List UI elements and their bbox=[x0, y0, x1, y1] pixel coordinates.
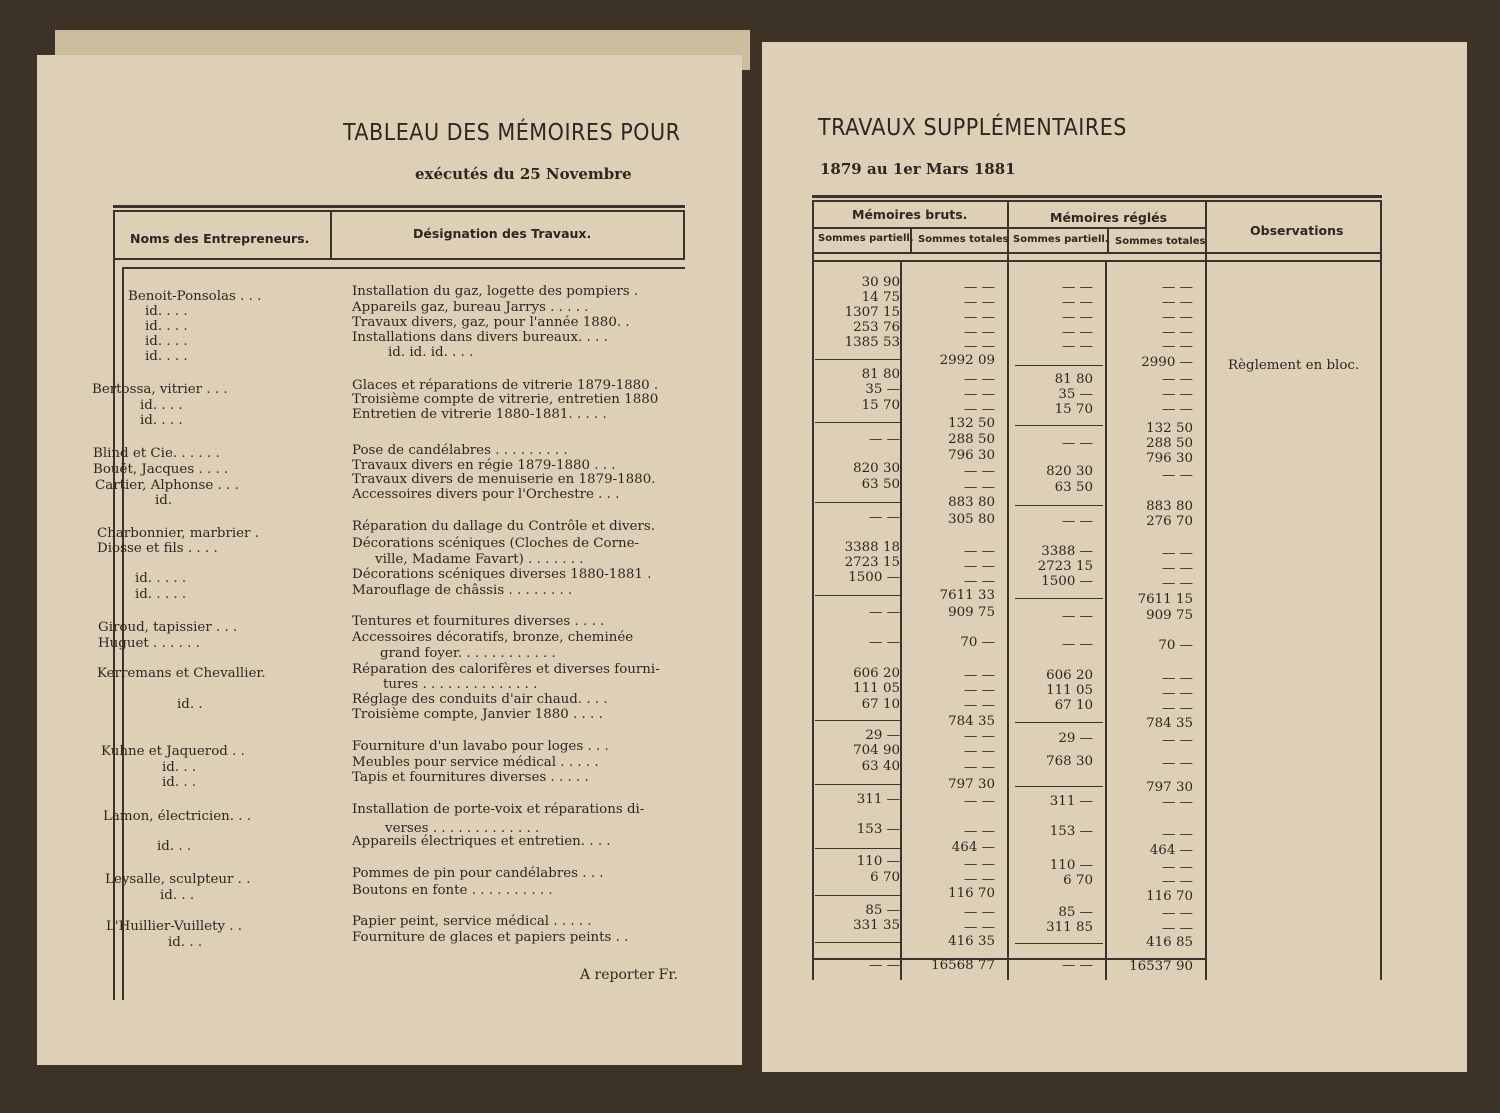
amount-cell: — — bbox=[868, 510, 900, 525]
amount-cell: 63 40 bbox=[861, 759, 900, 774]
amount-cell: — — bbox=[1161, 860, 1193, 875]
amount-cell: 7611 33 bbox=[939, 588, 995, 603]
amount-cell: — — bbox=[1061, 295, 1093, 310]
amount-cell: 288 50 bbox=[1146, 436, 1193, 451]
amount-cell: — — bbox=[1061, 339, 1093, 354]
right-col-div-d bbox=[1205, 200, 1207, 980]
amount-cell: 70 — bbox=[1158, 638, 1193, 653]
amount-cell: — — bbox=[963, 295, 995, 310]
amount-cell: 784 35 bbox=[948, 714, 995, 729]
entrepreneur-name: Giroud, tapissier . . . bbox=[98, 620, 238, 635]
entrepreneur-name: Bouët, Jacques . . . . bbox=[93, 462, 229, 477]
amount-cell: — — bbox=[963, 698, 995, 713]
travaux-designation: Réparation du dallage du Contrôle et divers. bbox=[352, 519, 655, 534]
amount-cell: — — bbox=[868, 432, 900, 447]
amount-cell: — — bbox=[1161, 671, 1193, 686]
amount-cell: 2723 15 bbox=[1037, 559, 1093, 574]
amount-cell: — — bbox=[1161, 402, 1193, 417]
right-border-right bbox=[1380, 200, 1382, 980]
left-title: TABLEAU DES MÉMOIRES POUR bbox=[343, 120, 681, 146]
amount-cell: 16568 77 bbox=[931, 958, 995, 973]
amount-cell: 784 35 bbox=[1146, 716, 1193, 731]
travaux-designation: Réparation des calorifères et diverses fourni- bbox=[352, 662, 660, 677]
amount-cell: — — bbox=[1161, 372, 1193, 387]
sep bbox=[815, 502, 900, 503]
sep bbox=[815, 595, 900, 596]
amount-cell: 6 70 bbox=[870, 870, 900, 885]
amount-cell: 30 90 bbox=[861, 275, 900, 290]
amount-cell: — — bbox=[963, 280, 995, 295]
entrepreneur-name: Huguet . . . . . . bbox=[98, 636, 200, 651]
amount-cell: 2992 09 bbox=[939, 353, 995, 368]
amount-cell: — — bbox=[1161, 310, 1193, 325]
amount-cell: — — bbox=[1161, 576, 1193, 591]
amount-cell: — — bbox=[1161, 701, 1193, 716]
amount-cell: 63 50 bbox=[1054, 480, 1093, 495]
amount-cell: 311 — bbox=[856, 792, 900, 807]
amount-cell: 153 — bbox=[1049, 824, 1093, 839]
right-top-rule bbox=[812, 195, 1382, 198]
travaux-designation: verses . . . . . . . . . . . . . bbox=[385, 821, 540, 836]
amount-cell: 70 — bbox=[960, 635, 995, 650]
right-header-rule bbox=[812, 252, 1382, 254]
amount-cell: 606 20 bbox=[1046, 668, 1093, 683]
amount-cell: 111 05 bbox=[853, 681, 900, 696]
amount-cell: 14 75 bbox=[861, 290, 900, 305]
amount-cell: 909 75 bbox=[1146, 608, 1193, 623]
amount-cell: — — bbox=[963, 872, 995, 887]
entrepreneur-name: id. . . . . bbox=[135, 571, 187, 586]
amount-cell: — — bbox=[1161, 339, 1193, 354]
sep bbox=[1015, 365, 1103, 366]
amount-cell: 2990 — bbox=[1141, 355, 1193, 370]
amount-cell: 29 — bbox=[865, 728, 900, 743]
entrepreneur-name: id. . . bbox=[160, 888, 195, 903]
entrepreneur-name: id. . . bbox=[168, 935, 203, 950]
amount-cell: — — bbox=[963, 729, 995, 744]
amount-cell: — — bbox=[963, 310, 995, 325]
travaux-designation: Installation de porte-voix et réparations di- bbox=[352, 802, 645, 817]
sep bbox=[815, 784, 900, 785]
sep bbox=[815, 359, 900, 360]
entrepreneur-name: L'Huillier-Vuillety . . bbox=[106, 919, 243, 934]
amount-cell: 1385 53 bbox=[844, 335, 900, 350]
amount-cell: 16537 90 bbox=[1129, 959, 1193, 974]
amount-cell: 820 30 bbox=[853, 461, 900, 476]
header-totales-2: Sommes totales bbox=[1115, 236, 1206, 247]
amount-cell: 311 — bbox=[1049, 794, 1093, 809]
amount-cell: 1500 — bbox=[848, 570, 900, 585]
amount-cell: — — bbox=[1061, 958, 1093, 973]
travaux-designation: Pose de candélabres . . . . . . . . . bbox=[352, 443, 568, 458]
amount-cell: — — bbox=[963, 544, 995, 559]
entrepreneur-name: id. . . . bbox=[140, 398, 183, 413]
travaux-designation: tures . . . . . . . . . . . . . . bbox=[383, 677, 538, 692]
travaux-designation: Tentures et fournitures diverses . . . . bbox=[352, 614, 605, 629]
entrepreneur-name: id. . . bbox=[162, 760, 197, 775]
right-col-div-b bbox=[1007, 200, 1009, 980]
left-top-rule-2 bbox=[113, 210, 685, 212]
amount-cell: 35 — bbox=[1058, 387, 1093, 402]
travaux-designation: Installations dans divers bureaux. . . . bbox=[352, 330, 608, 345]
amount-cell: — — bbox=[1161, 546, 1193, 561]
amount-cell: — — bbox=[868, 635, 900, 650]
amount-cell: 6 70 bbox=[1063, 873, 1093, 888]
amount-cell: — — bbox=[963, 857, 995, 872]
travaux-designation: Appareils gaz, bureau Jarrys . . . . . bbox=[352, 300, 589, 315]
amount-cell: 1500 — bbox=[1041, 574, 1093, 589]
right-subheader-rule bbox=[812, 227, 1207, 229]
amount-cell: — — bbox=[1061, 325, 1093, 340]
amount-cell: — — bbox=[963, 387, 995, 402]
amount-cell: 796 30 bbox=[1146, 451, 1193, 466]
amount-cell: — — bbox=[963, 794, 995, 809]
right-border-left bbox=[812, 200, 814, 980]
amount-cell: 15 70 bbox=[1054, 402, 1093, 417]
amount-cell: — — bbox=[1161, 756, 1193, 771]
sep bbox=[815, 720, 900, 721]
header-regles: Mémoires réglés bbox=[1050, 210, 1168, 225]
entrepreneur-name: id. bbox=[155, 493, 173, 508]
left-border-right bbox=[683, 210, 685, 258]
amount-cell: — — bbox=[963, 760, 995, 775]
amount-cell: 1307 15 bbox=[844, 305, 900, 320]
entrepreneur-name: Lamon, électricien. . . bbox=[103, 809, 252, 824]
travaux-designation: Réglage des conduits d'air chaud. . . . bbox=[352, 692, 608, 707]
header-designation: Désignation des Travaux. bbox=[413, 226, 592, 241]
sep bbox=[815, 848, 900, 849]
amount-cell: — — bbox=[1161, 295, 1193, 310]
amount-cell: 132 50 bbox=[1146, 421, 1193, 436]
amount-cell: 7611 15 bbox=[1137, 592, 1193, 607]
left-top-rule bbox=[113, 205, 685, 208]
entrepreneur-name: id. . . . . bbox=[135, 587, 187, 602]
amount-cell: — — bbox=[963, 574, 995, 589]
header-observations: Observations bbox=[1250, 223, 1344, 238]
amount-cell: 111 05 bbox=[1046, 683, 1093, 698]
entrepreneur-name: id. . bbox=[177, 697, 203, 712]
travaux-designation: Pommes de pin pour candélabres . . . bbox=[352, 866, 604, 881]
amount-cell: — — bbox=[1161, 906, 1193, 921]
amount-cell: — — bbox=[963, 744, 995, 759]
sep bbox=[1015, 786, 1103, 787]
amount-cell: 796 30 bbox=[948, 448, 995, 463]
amount-cell: 116 70 bbox=[1146, 889, 1193, 904]
travaux-designation: Travaux divers, gaz, pour l'année 1880. . bbox=[352, 315, 630, 330]
amount-cell: 15 70 bbox=[861, 398, 900, 413]
header-partiel-2: Sommes partiell. bbox=[1013, 234, 1109, 245]
amount-cell: — — bbox=[1161, 280, 1193, 295]
amount-cell: 883 80 bbox=[1146, 499, 1193, 514]
amount-cell: — — bbox=[1061, 609, 1093, 624]
amount-cell: 85 — bbox=[865, 903, 900, 918]
entrepreneur-name: id. . . . bbox=[145, 334, 188, 349]
travaux-designation: Travaux divers de menuiserie en 1879-1880. bbox=[352, 472, 656, 487]
travaux-designation: Papier peint, service médical . . . . . bbox=[352, 914, 592, 929]
right-subtitle bbox=[820, 160, 1016, 178]
amount-cell: 820 30 bbox=[1046, 464, 1093, 479]
header-bruts: Mémoires bruts. bbox=[852, 207, 968, 222]
amount-cell: — — bbox=[963, 402, 995, 417]
amount-cell: — — bbox=[963, 559, 995, 574]
amount-cell: 768 30 bbox=[1046, 754, 1093, 769]
amount-cell: — — bbox=[963, 683, 995, 698]
amount-cell: — — bbox=[963, 325, 995, 340]
entrepreneur-name: id. . . bbox=[157, 839, 192, 854]
right-top-rule-2 bbox=[812, 200, 1382, 202]
amount-cell: 797 30 bbox=[948, 777, 995, 792]
amount-cell: 311 85 bbox=[1046, 920, 1093, 935]
amount-cell: — — bbox=[1061, 637, 1093, 652]
travaux-designation: Fourniture de glaces et papiers peints . . bbox=[352, 930, 629, 945]
entrepreneur-name: Diosse et fils . . . . bbox=[97, 541, 218, 556]
right-header-rule-2 bbox=[812, 260, 1382, 262]
travaux-designation: Appareils électriques et entretien. . . . bbox=[352, 834, 611, 849]
amount-cell: 2723 15 bbox=[844, 555, 900, 570]
travaux-designation: Troisième compte, Janvier 1880 . . . . bbox=[352, 707, 603, 722]
amount-cell: — — bbox=[963, 339, 995, 354]
sep bbox=[815, 942, 900, 943]
amount-cell: 132 50 bbox=[948, 416, 995, 431]
amount-cell: — — bbox=[963, 905, 995, 920]
travaux-designation: grand foyer. . . . . . . . . . . . bbox=[380, 646, 556, 661]
amount-cell: 416 85 bbox=[1146, 935, 1193, 950]
amount-cell: — — bbox=[1061, 514, 1093, 529]
amount-cell: 288 50 bbox=[948, 432, 995, 447]
header-totales-1: Sommes totales bbox=[918, 234, 1009, 245]
entrepreneur-name: id. . . . bbox=[145, 349, 188, 364]
left-header-rule-2 bbox=[122, 267, 685, 269]
amount-cell: — — bbox=[963, 372, 995, 387]
travaux-designation: Tapis et fournitures diverses . . . . . bbox=[352, 770, 589, 785]
sep bbox=[815, 422, 900, 423]
amount-cell: 116 70 bbox=[948, 886, 995, 901]
amount-cell: 81 80 bbox=[861, 367, 900, 382]
amount-cell: 81 80 bbox=[1054, 372, 1093, 387]
amount-cell: — — bbox=[1061, 280, 1093, 295]
right-col-div-c2 bbox=[1105, 260, 1107, 980]
entrepreneur-name: Benoit-Ponsolas . . . bbox=[128, 289, 262, 304]
left-header-rule bbox=[113, 258, 685, 260]
observation-note: Règlement en bloc. bbox=[1228, 358, 1360, 373]
amount-cell: 3388 18 bbox=[844, 540, 900, 555]
amount-cell: 85 — bbox=[1058, 905, 1093, 920]
sep bbox=[1015, 598, 1103, 599]
amount-cell: 464 — bbox=[951, 840, 995, 855]
travaux-designation: Accessoires divers pour l'Orchestre . . . bbox=[352, 487, 620, 502]
travaux-designation: Glaces et réparations de vitrerie 1879-1880 . bbox=[352, 378, 659, 393]
entrepreneur-name: id. . . . bbox=[140, 413, 183, 428]
amount-cell: — — bbox=[1161, 561, 1193, 576]
amount-cell: 276 70 bbox=[1146, 514, 1193, 529]
sep bbox=[1015, 425, 1103, 426]
travaux-designation: Fourniture d'un lavabo pour loges . . . bbox=[352, 739, 609, 754]
amount-cell: — — bbox=[1161, 468, 1193, 483]
amount-cell: 67 10 bbox=[861, 697, 900, 712]
travaux-designation: Marouflage de châssis . . . . . . . . bbox=[352, 583, 573, 598]
amount-cell: — — bbox=[963, 668, 995, 683]
travaux-designation: Boutons en fonte . . . . . . . . . . bbox=[352, 883, 553, 898]
entrepreneur-name: id. . . bbox=[162, 775, 197, 790]
travaux-designation: Installation du gaz, logette des pompiers . bbox=[352, 284, 639, 299]
sep bbox=[1015, 722, 1103, 723]
travaux-designation: Travaux divers en régie 1879-1880 . . . bbox=[352, 458, 616, 473]
amount-cell: 29 — bbox=[1058, 731, 1093, 746]
amount-cell: — — bbox=[1061, 436, 1093, 451]
subtitle-text: 1879 au 1er Mars 1881 bbox=[820, 160, 1016, 178]
amount-cell: — — bbox=[1161, 325, 1193, 340]
amount-cell: — — bbox=[963, 464, 995, 479]
amount-cell: — — bbox=[1061, 310, 1093, 325]
sep bbox=[1015, 943, 1103, 944]
header-partiel-1: Sommes partiell. bbox=[818, 233, 914, 244]
travaux-designation: Meubles pour service médical . . . . . bbox=[352, 755, 599, 770]
entrepreneur-name: Kerremans et Chevallier. bbox=[97, 666, 266, 681]
entrepreneur-name: Kuhne et Jaquerod . . bbox=[101, 744, 245, 759]
travaux-designation: Décorations scéniques (Cloches de Corne- bbox=[352, 536, 640, 551]
amount-cell: — — bbox=[963, 920, 995, 935]
travaux-designation: Décorations scéniques diverses 1880-1881 . bbox=[352, 567, 652, 582]
amount-cell: — — bbox=[1161, 921, 1193, 936]
right-title: TRAVAUX SUPPLÉMENTAIRES bbox=[818, 115, 1127, 141]
amount-cell: 797 30 bbox=[1146, 780, 1193, 795]
entrepreneur-name: Bertossa, vitrier . . . bbox=[92, 382, 228, 397]
amount-cell: 110 — bbox=[856, 854, 900, 869]
travaux-designation: id. id. id. . . . bbox=[388, 345, 474, 360]
amount-cell: 63 50 bbox=[861, 477, 900, 492]
amount-cell: 110 — bbox=[1049, 858, 1093, 873]
amount-cell: — — bbox=[868, 958, 900, 973]
amount-cell: — — bbox=[1161, 733, 1193, 748]
entrepreneur-name: Charbonnier, marbrier . bbox=[97, 526, 259, 541]
amount-cell: 67 10 bbox=[1054, 698, 1093, 713]
travaux-designation: Troisième compte de vitrerie, entretien 1880 bbox=[352, 392, 659, 407]
left-col-divider bbox=[330, 210, 332, 258]
amount-cell: 883 80 bbox=[948, 495, 995, 510]
amount-cell: 3388 — bbox=[1041, 544, 1093, 559]
sep bbox=[815, 895, 900, 896]
right-col-div-a2 bbox=[900, 260, 902, 980]
amount-cell: 704 90 bbox=[853, 743, 900, 758]
amount-cell: 464 — bbox=[1149, 843, 1193, 858]
entrepreneur-name: Leysalle, sculpteur . . bbox=[105, 872, 251, 887]
amount-cell: — — bbox=[963, 824, 995, 839]
amount-cell: 253 76 bbox=[853, 320, 900, 335]
entrepreneur-name: Blind et Cie. . . . . . bbox=[93, 446, 220, 461]
amount-cell: 416 35 bbox=[948, 934, 995, 949]
travaux-designation: ville, Madame Favart) . . . . . . . bbox=[375, 552, 584, 567]
travaux-designation: Entretien de vitrerie 1880-1881. . . . . bbox=[352, 407, 607, 422]
travaux-designation: Accessoires décoratifs, bronze, cheminée bbox=[352, 630, 634, 645]
amount-cell: 909 75 bbox=[948, 605, 995, 620]
left-subtitle: exécutés du 25 Novembre bbox=[415, 165, 632, 183]
header-names: Noms des Entrepreneurs. bbox=[130, 231, 310, 246]
amount-cell: — — bbox=[1161, 827, 1193, 842]
amount-cell: 153 — bbox=[856, 822, 900, 837]
amount-cell: 606 20 bbox=[853, 666, 900, 681]
amount-cell: — — bbox=[1161, 874, 1193, 889]
a-reporter: A reporter Fr. bbox=[580, 967, 678, 983]
sep bbox=[1015, 505, 1103, 506]
amount-cell: 305 80 bbox=[948, 512, 995, 527]
amount-cell: 35 — bbox=[865, 382, 900, 397]
entrepreneur-name: id. . . . bbox=[145, 304, 188, 319]
amount-cell: 331 35 bbox=[853, 918, 900, 933]
amount-cell: — — bbox=[1161, 795, 1193, 810]
entrepreneur-name: Cartier, Alphonse . . . bbox=[95, 478, 239, 493]
entrepreneur-name: id. . . . bbox=[145, 319, 188, 334]
amount-cell: — — bbox=[963, 480, 995, 495]
amount-cell: — — bbox=[1161, 387, 1193, 402]
amount-cell: — — bbox=[1161, 686, 1193, 701]
amount-cell: — — bbox=[868, 605, 900, 620]
